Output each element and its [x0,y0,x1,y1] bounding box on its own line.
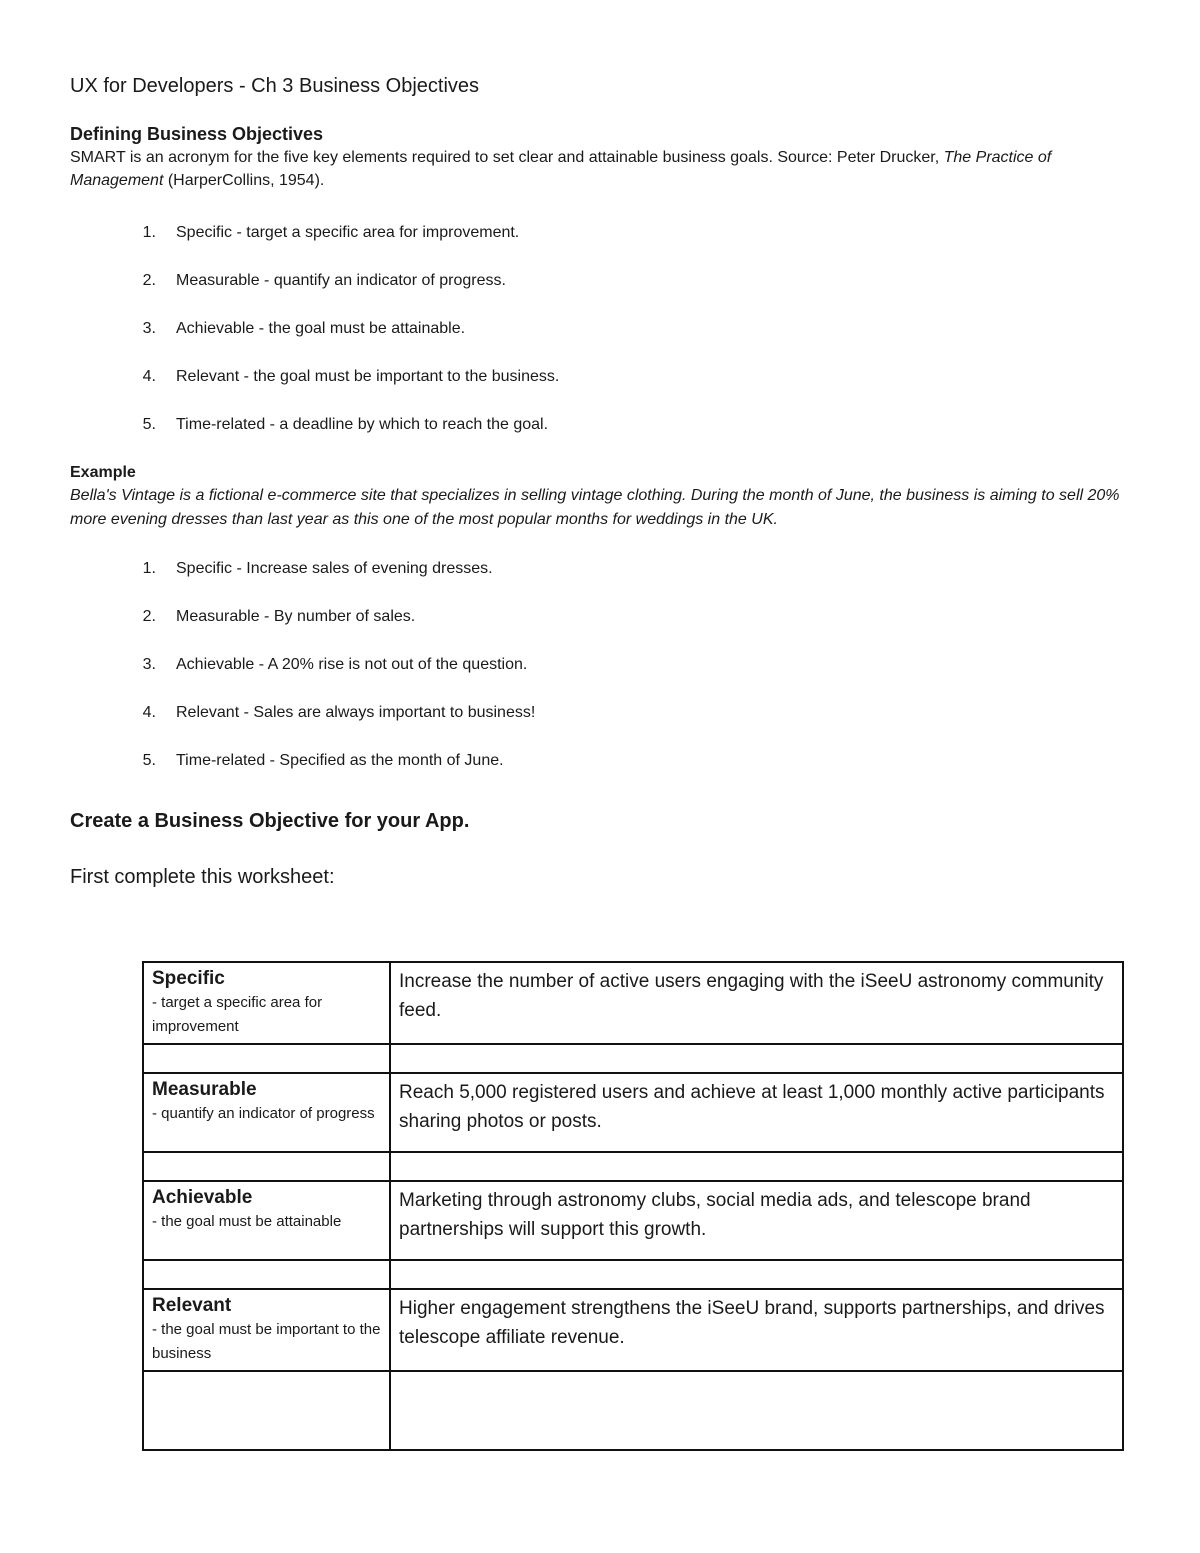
criterion-description: - the goal must be attainable [152,1213,342,1230]
list-text: Achievable - A 20% rise is not out of the question. [176,656,528,673]
smart-list-item [70,414,1130,436]
answer-cell[interactable] [390,962,1123,1044]
answer-text: Reach 5,000 registered users and achieve at least 1,000 monthly active participants sharing photos or posts. [399,1082,1105,1132]
criterion-cell [143,1181,390,1260]
list-number: 5. [142,752,156,769]
table-spacer-row [143,1260,1123,1289]
criterion-description: - quantify an indicator of progress [152,1105,375,1122]
list-text: Time-related - Specified as the month of June. [176,752,504,769]
list-number: 5. [142,416,156,433]
answer-text: Higher engagement strengthens the iSeeU brand, supports partnerships, and drives telescope affiliate revenue. [399,1298,1105,1348]
smart-list-item [70,222,1130,244]
criterion-name: Achievable [152,1187,253,1208]
empty-cell[interactable] [390,1371,1123,1450]
list-number: 1. [142,224,156,241]
intro-book-title: The Practice of Management [70,149,1052,189]
criterion-name: Relevant [152,1295,232,1316]
list-text: Relevant - the goal must be important to the business. [176,368,560,385]
table-row [143,1289,1123,1371]
list-number: 4. [142,704,156,721]
example-list-item [70,702,1130,724]
smart-list [70,222,1130,436]
example-label: Example [70,464,136,481]
empty-cell [143,1152,390,1181]
intro-text-after: (HarperCollins, 1954). [163,172,325,189]
criterion-cell [143,1289,390,1371]
answer-cell[interactable] [390,1181,1123,1260]
empty-cell[interactable] [390,1260,1123,1289]
example-text: Bella's Vintage is a fictional e-commerce site that specializes in selling vintage clothing. During the month of June, the business is aiming to sell 20% more evening dresses than last year as this one of the most popular months for weddings in the UK. [70,487,1120,528]
table-row [143,1073,1123,1152]
example-list-item [70,654,1130,676]
example-list-item [70,750,1130,772]
empty-cell [143,1044,390,1073]
table-spacer-row [143,1044,1123,1073]
list-number: 4. [142,368,156,385]
answer-cell[interactable] [390,1073,1123,1152]
answer-text: Marketing through astronomy clubs, social media ads, and telescope brand partnerships will support this growth. [399,1190,1031,1240]
table-empty-row [143,1371,1123,1450]
table-spacer-row [143,1152,1123,1181]
intro-paragraph [70,146,1130,192]
smart-list-item [70,270,1130,292]
empty-cell[interactable] [390,1044,1123,1073]
smart-list-item [70,318,1130,340]
list-text: Measurable - By number of sales. [176,608,416,625]
criterion-cell [143,962,390,1044]
criterion-description: - the goal must be important to the business [152,1321,381,1362]
example-list-item [70,606,1130,628]
create-objective-heading: Create a Business Objective for your App. [70,810,470,832]
table-row [143,1181,1123,1260]
empty-cell [143,1260,390,1289]
criterion-name: Specific [152,968,225,989]
list-text: Time-related - a deadline by which to reach the goal. [176,416,549,433]
list-number: 1. [142,560,156,577]
empty-cell[interactable] [390,1152,1123,1181]
criterion-name: Measurable [152,1079,257,1100]
section-heading: Defining Business Objectives [70,124,324,144]
answer-text: Increase the number of active users engaging with the iSeeU astronomy community feed. [399,971,1104,1021]
list-text: Measurable - quantify an indicator of progress. [176,272,506,289]
empty-cell [143,1371,390,1450]
example-list-item [70,558,1130,580]
list-text: Specific - target a specific area for improvement. [176,224,520,241]
list-number: 3. [142,656,156,673]
criterion-cell [143,1073,390,1152]
smart-list-item [70,366,1130,388]
criterion-description: - target a specific area for improvement [152,994,323,1035]
example-list [70,558,1130,772]
smart-worksheet-table [142,961,1124,1451]
document-page [70,72,1130,890]
table-row [143,962,1123,1044]
list-text: Relevant - Sales are always important to business! [176,704,536,721]
list-text: Achievable - the goal must be attainable. [176,320,466,337]
worksheet-label: First complete this worksheet: [70,866,335,888]
list-number: 2. [142,608,156,625]
answer-cell[interactable] [390,1289,1123,1371]
intro-text-before: SMART is an acronym for the five key elements required to set clear and attainable business goals. Source: Peter Drucker, [70,149,944,166]
document-title: UX for Developers - Ch 3 Business Objectives [70,75,480,97]
list-text: Specific - Increase sales of evening dresses. [176,560,493,577]
list-number: 2. [142,272,156,289]
list-number: 3. [142,320,156,337]
